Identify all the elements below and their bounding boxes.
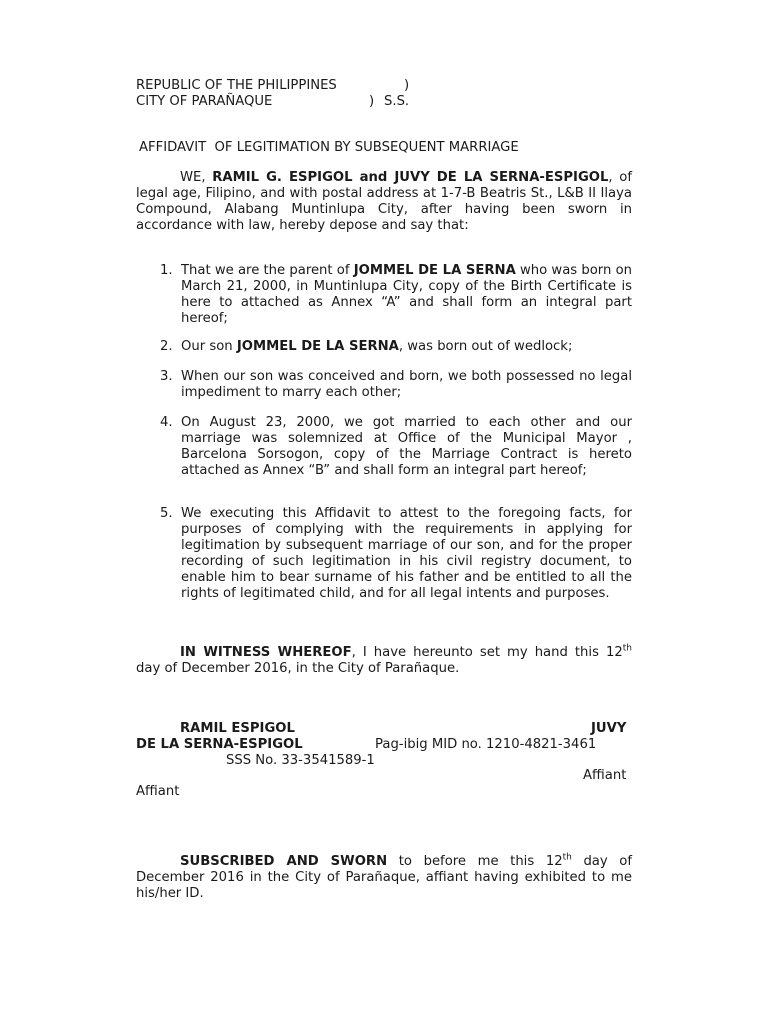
item-text-post: , was born out of wedlock; bbox=[398, 339, 573, 354]
item-text-post: who was born on March 21, 2000, in Muntinlupa City, copy of the Birth Certificate is here to attached as Annex “A” and shall form an integral part hereof; bbox=[181, 263, 632, 326]
document-title: AFFIDAVIT OF LEGITIMATION BY SUBSEQUENT MARRIAGE bbox=[139, 140, 519, 155]
list-item-number: 5. bbox=[160, 506, 173, 521]
header-city: CITY OF PARAÑAQUE bbox=[136, 94, 273, 109]
list-item bbox=[136, 263, 632, 327]
item-text-pre: That we are the parent of bbox=[181, 263, 354, 278]
signature-name-juvy-last: DE LA SERNA-ESPIGOL bbox=[136, 737, 303, 752]
affiant-label-right: Affiant bbox=[583, 768, 627, 783]
list-item bbox=[136, 339, 632, 355]
list-item bbox=[136, 415, 632, 495]
subscribed-text2: day of December 2016 in the City of Parañaque, affiant having exhibited to me his/her ID. bbox=[136, 854, 633, 901]
header-line1-paren: ) bbox=[404, 78, 410, 93]
header-republic bbox=[136, 78, 337, 94]
subscribed-bold: SUBSCRIBED AND SWORN bbox=[180, 854, 388, 869]
subscribed-day-sup: th bbox=[562, 852, 572, 863]
affiant-label-left: Affiant bbox=[136, 784, 180, 799]
subscribed-paragraph bbox=[136, 854, 632, 902]
item-text-bold: JOMMEL DE LA SERNA bbox=[353, 263, 516, 278]
witness-paragraph bbox=[136, 645, 632, 677]
list-item bbox=[136, 369, 632, 401]
header-line1-text: REPUBLIC OF THE PHILIPPINES bbox=[136, 78, 337, 93]
list-item-number: 2. bbox=[160, 339, 173, 354]
list-item-text bbox=[181, 369, 632, 401]
item-text-pre: Our son bbox=[181, 339, 237, 354]
item-text-bold: JOMMEL DE LA SERNA bbox=[236, 339, 399, 354]
pagibig-number: Pag-ibig MID no. 1210-4821-3461 bbox=[375, 737, 597, 752]
list-item-number: 4. bbox=[160, 415, 173, 430]
signature-name-ramil: RAMIL ESPIGOL bbox=[180, 721, 295, 736]
intro-names: RAMIL G. ESPIGOL and JUVY DE LA SERNA-ESPIGOL bbox=[212, 170, 609, 185]
witness-day: 12 bbox=[605, 645, 623, 660]
signature-name-juvy-first: JUVY bbox=[591, 721, 627, 736]
list-item-text bbox=[181, 415, 632, 479]
intro-rest: , of legal age, Filipino, and with postal address at 1-7-B Beatris St., L&B II Ilaya Compound, Alabang Muntinlupa City, after having been sworn in accordance with law, hereby depose and say that: bbox=[136, 170, 632, 233]
item-text-pre: We executing this Affidavit to attest to the foregoing facts, for purposes of complying with the requirements in applying for legitimation by subsequent marriage of our son, and for the proper recording of such legitimation in his civil registry document, to enable him to bear surname of his father and be entitled to all the rights of legitimated child, and for all legal intents and purposes. bbox=[181, 506, 632, 601]
intro-paragraph bbox=[136, 170, 632, 234]
list-item-text bbox=[181, 339, 632, 355]
item-text-pre: When our son was conceived and born, we both possessed no legal impediment to marry each other; bbox=[181, 369, 632, 400]
witness-day-sup: th bbox=[622, 643, 632, 654]
witness-text1: , I have hereunto set my hand this bbox=[351, 645, 599, 660]
intro-we: WE, bbox=[180, 170, 213, 185]
list-item-text bbox=[181, 263, 632, 327]
list-item-text bbox=[181, 506, 632, 602]
header-ss: S.S. bbox=[384, 94, 410, 109]
witness-text2: day of December 2016, in the City of Parañaque. bbox=[136, 661, 460, 676]
header-line2-paren: ) bbox=[369, 94, 375, 109]
subscribed-text1: to before me this bbox=[387, 854, 546, 869]
item-text-pre: On August 23, 2000, we got married to each other and our marriage was solemnized at Office of the Municipal Mayor , Barcelona Sorsogon, copy of the Marriage Contract is hereto attached as Annex “B” and shall form an integral part hereof; bbox=[181, 415, 632, 478]
list-item bbox=[136, 506, 632, 618]
list-item-number: 1. bbox=[160, 263, 173, 278]
sss-number: SSS No. 33-3541589-1 bbox=[226, 753, 375, 768]
subscribed-day: 12 bbox=[545, 854, 563, 869]
list-item-number: 3. bbox=[160, 369, 173, 384]
witness-bold: IN WITNESS WHEREOF bbox=[180, 645, 352, 660]
